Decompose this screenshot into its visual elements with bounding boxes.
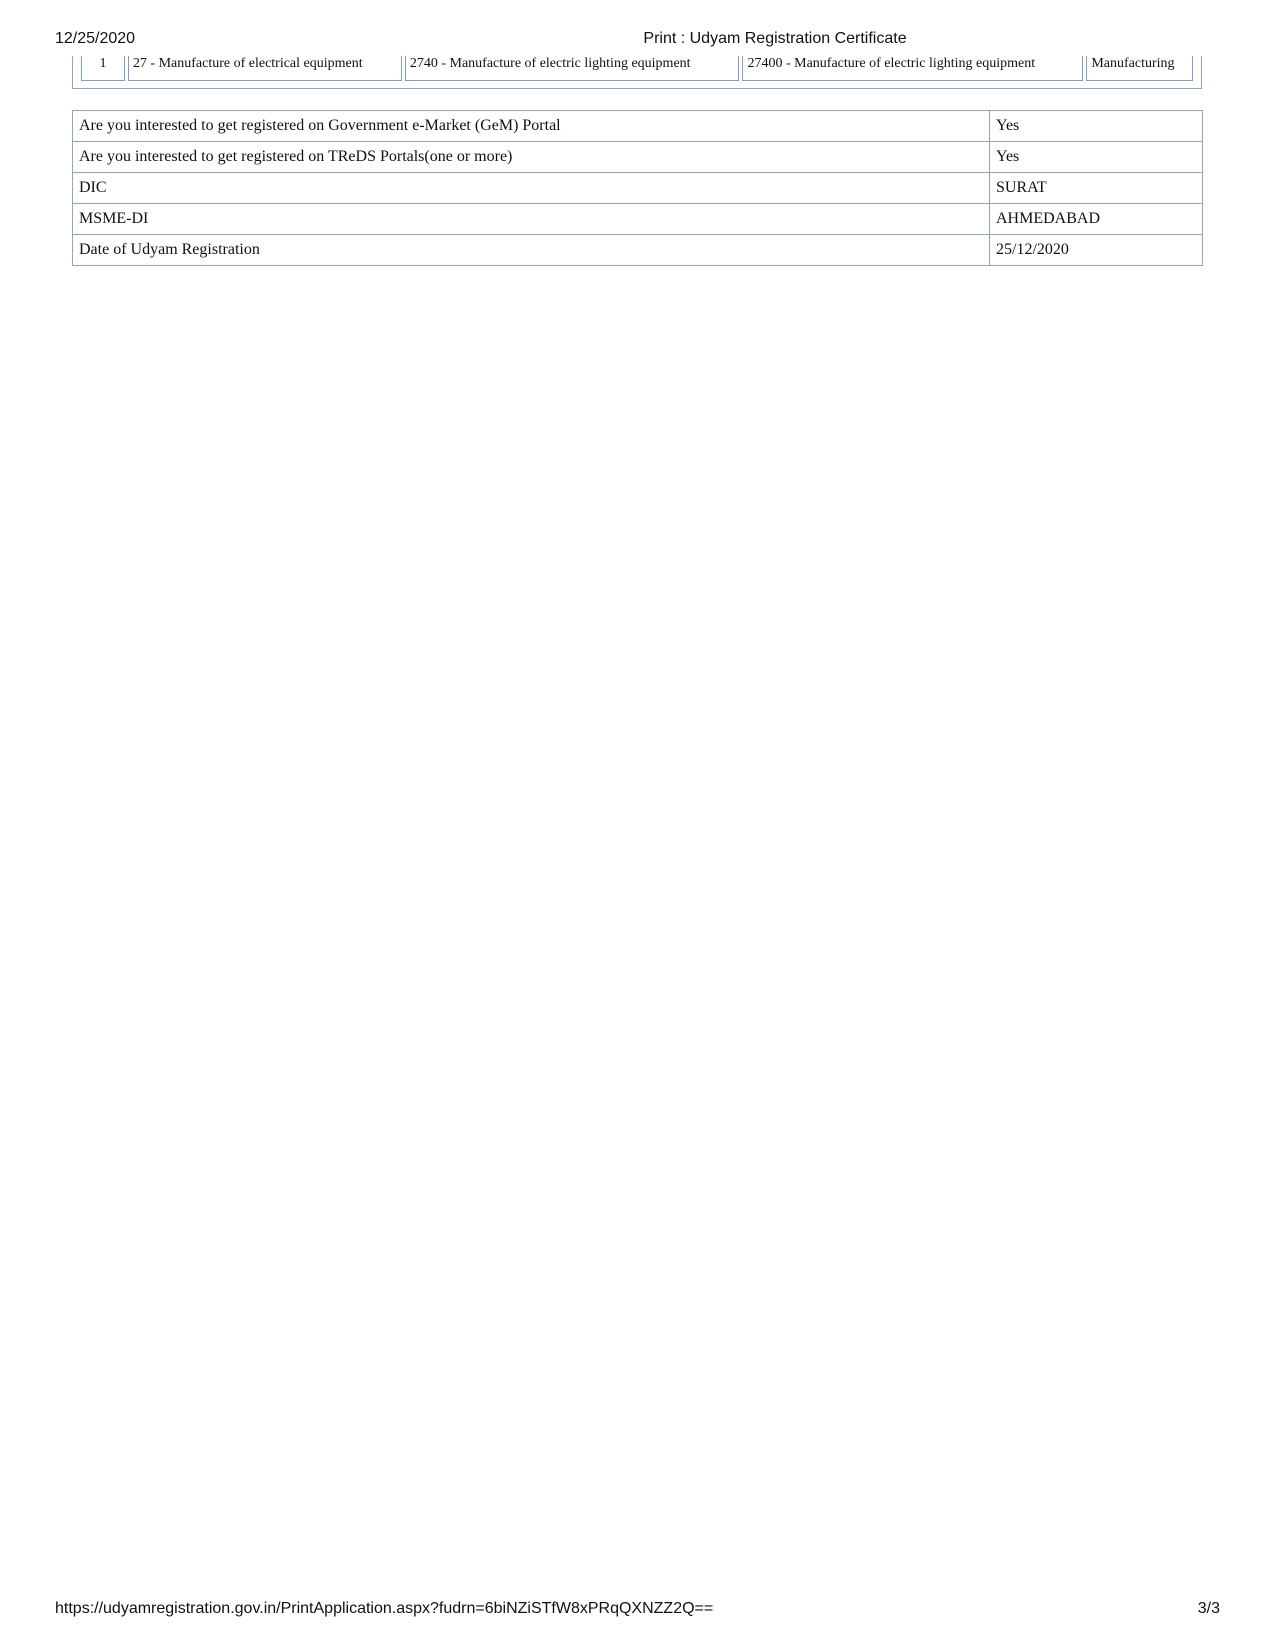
- nic-2-digit-cell: 27 - Manufacture of electrical equipment: [128, 56, 402, 81]
- print-footer: [55, 1600, 1220, 1622]
- detail-value: Yes: [990, 111, 1203, 142]
- detail-label: Are you interested to get registered on Government e-Market (GeM) Portal: [73, 111, 990, 142]
- table-row: [81, 56, 1193, 81]
- table-row: [73, 111, 1203, 142]
- print-date: 12/25/2020: [55, 30, 136, 47]
- footer-url: https://udyamregistration.gov.in/PrintApplication.aspx?fudrn=6biNZiSTfW8xPRqQXNZZ2Q==: [55, 1600, 714, 1617]
- nic-4-digit-cell: 2740 - Manufacture of electric lighting equipment: [405, 56, 740, 81]
- detail-label: DIC: [73, 173, 990, 204]
- nic-activity-cell: Manufacturing: [1086, 56, 1193, 81]
- nic-5-digit-cell: 27400 - Manufacture of electric lighting equipment: [742, 56, 1083, 81]
- nic-code-table: [72, 56, 1202, 89]
- detail-value: Yes: [990, 142, 1203, 173]
- table-row: [73, 204, 1203, 235]
- detail-label: Date of Udyam Registration: [73, 235, 990, 266]
- page-title: Print : Udyam Registration Certificate: [643, 30, 907, 47]
- table-row: [73, 142, 1203, 173]
- nic-sno-cell: 1: [81, 56, 125, 81]
- registration-details-table: [72, 110, 1203, 266]
- detail-value: 25/12/2020: [990, 235, 1203, 266]
- page-number: 3/3: [1197, 1600, 1220, 1617]
- table-row: [73, 173, 1203, 204]
- nic-code-row-table: [78, 56, 1196, 81]
- print-header: [55, 30, 1220, 52]
- detail-label: MSME-DI: [73, 204, 990, 235]
- detail-label: Are you interested to get registered on TReDS Portals(one or more): [73, 142, 990, 173]
- detail-value: SURAT: [990, 173, 1203, 204]
- detail-value: AHMEDABAD: [990, 204, 1203, 235]
- table-row: [73, 235, 1203, 266]
